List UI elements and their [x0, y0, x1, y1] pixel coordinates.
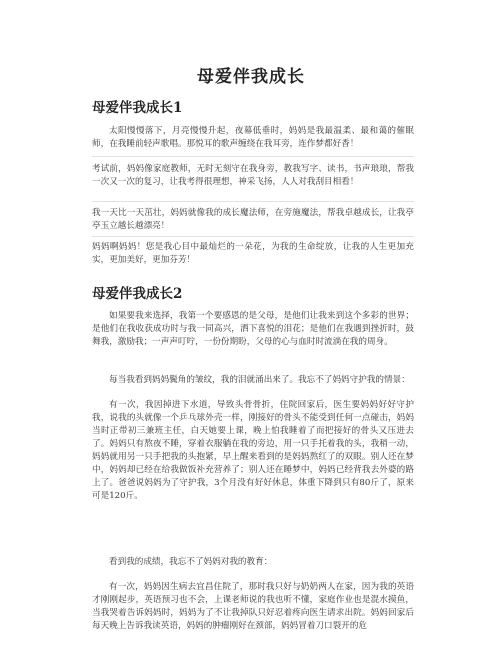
- paragraph: 每当我看到妈妈鬓角的皱纹，我的泪就涌出来了。我忘不了妈妈守护我的情景：: [109, 375, 410, 385]
- paragraph-divider: [92, 201, 414, 202]
- paragraph-divider: [92, 236, 414, 237]
- paragraph: 太阳慢慢落下，月亮慢慢升起，夜幕低垂时，妈妈是我最温柔、最和蔼的催眠师，在我睡前轻声歌唱。那悦耳的歌声缠绕在我耳旁，连作梦都好香！: [92, 126, 414, 149]
- section-heading-1: 母爱伴我成长1: [92, 100, 183, 116]
- section-heading-2: 母爱伴我成长2: [92, 286, 183, 302]
- paragraph: 有一次，我因掉进下水道，导致头骨骨折，住院回家后，医生要妈妈好好守护我，说我的头就像一个乒乓球外壳一样，刚接好的骨头不能受到任何一点碰击，妈妈当时正带初三兼班主任，白天她要上课，晚上怕我睡着了而把接好的骨头又压进去了。妈妈只有熬夜不睡，穿着衣服躺在我的旁边，用一只手托着我的头，我稍一动，妈妈就用另一只手把我的头抱紧，早上醒来看到的是妈妈熬红了的双眼。别人还在梦中，妈妈却已经在给我做饭补充营养了；别人还在睡梦中，妈妈已经背我去外婆的路上了。爸爸说妈妈为了守护我，3个月没有好好休息，体重下降到只有80斤了，原来可是120斤。: [92, 400, 414, 501]
- paragraph: 妈妈啊妈妈！您是我心目中最灿烂的一朵花，为我的生命绽放，让我的人生更加充实，更加美好，更加芬芳！: [92, 242, 414, 265]
- paragraph: 如果要我来选择，我第一个要感恩的是父母，是他们让我来到这个多彩的世界；是他们在我收获成功时与我一同高兴，洒下喜悦的泪花；是他们在我遇到挫折时，鼓舞我，激励我；一声声叮咛，一份份期盼，父母的心与血时时流淌在我的周身。: [92, 311, 414, 347]
- paragraph: 有一次，妈妈因生病去宜昌住院了，那时我只好与奶奶两人在家，因为我的英语才刚刚起步，英语预习也不会，上课老师说的我也听不懂，家庭作业也是混水摸鱼，当我哭着告诉妈妈时，妈妈为了不让我掉队只好忍着疼向医生请求出院。妈妈回家后每天晚上告诉我读英语，妈妈的肿瘤刚好在颈部，妈妈冒着刀口裂开的危: [92, 582, 414, 631]
- paragraph-divider: [92, 156, 414, 157]
- paragraph: 看到我的成绩，我忘不了妈妈对我的教育：: [109, 557, 273, 567]
- document-title: 母爱伴我成长: [197, 67, 305, 87]
- paragraph: 我一天比一天茁壮，妈妈就像我的成长魔法师，在旁施魔法，帮我卓越成长，让我亭亭玉立越长越漂亮！: [92, 208, 414, 231]
- paragraph: 考试前，妈妈像家庭教师，无时无刻守在我身旁，教我写字、读书，书声琅琅，帮我一次又一次的复习，让我考得很理想，神采飞扬，人人对我刮目相看！: [92, 164, 414, 187]
